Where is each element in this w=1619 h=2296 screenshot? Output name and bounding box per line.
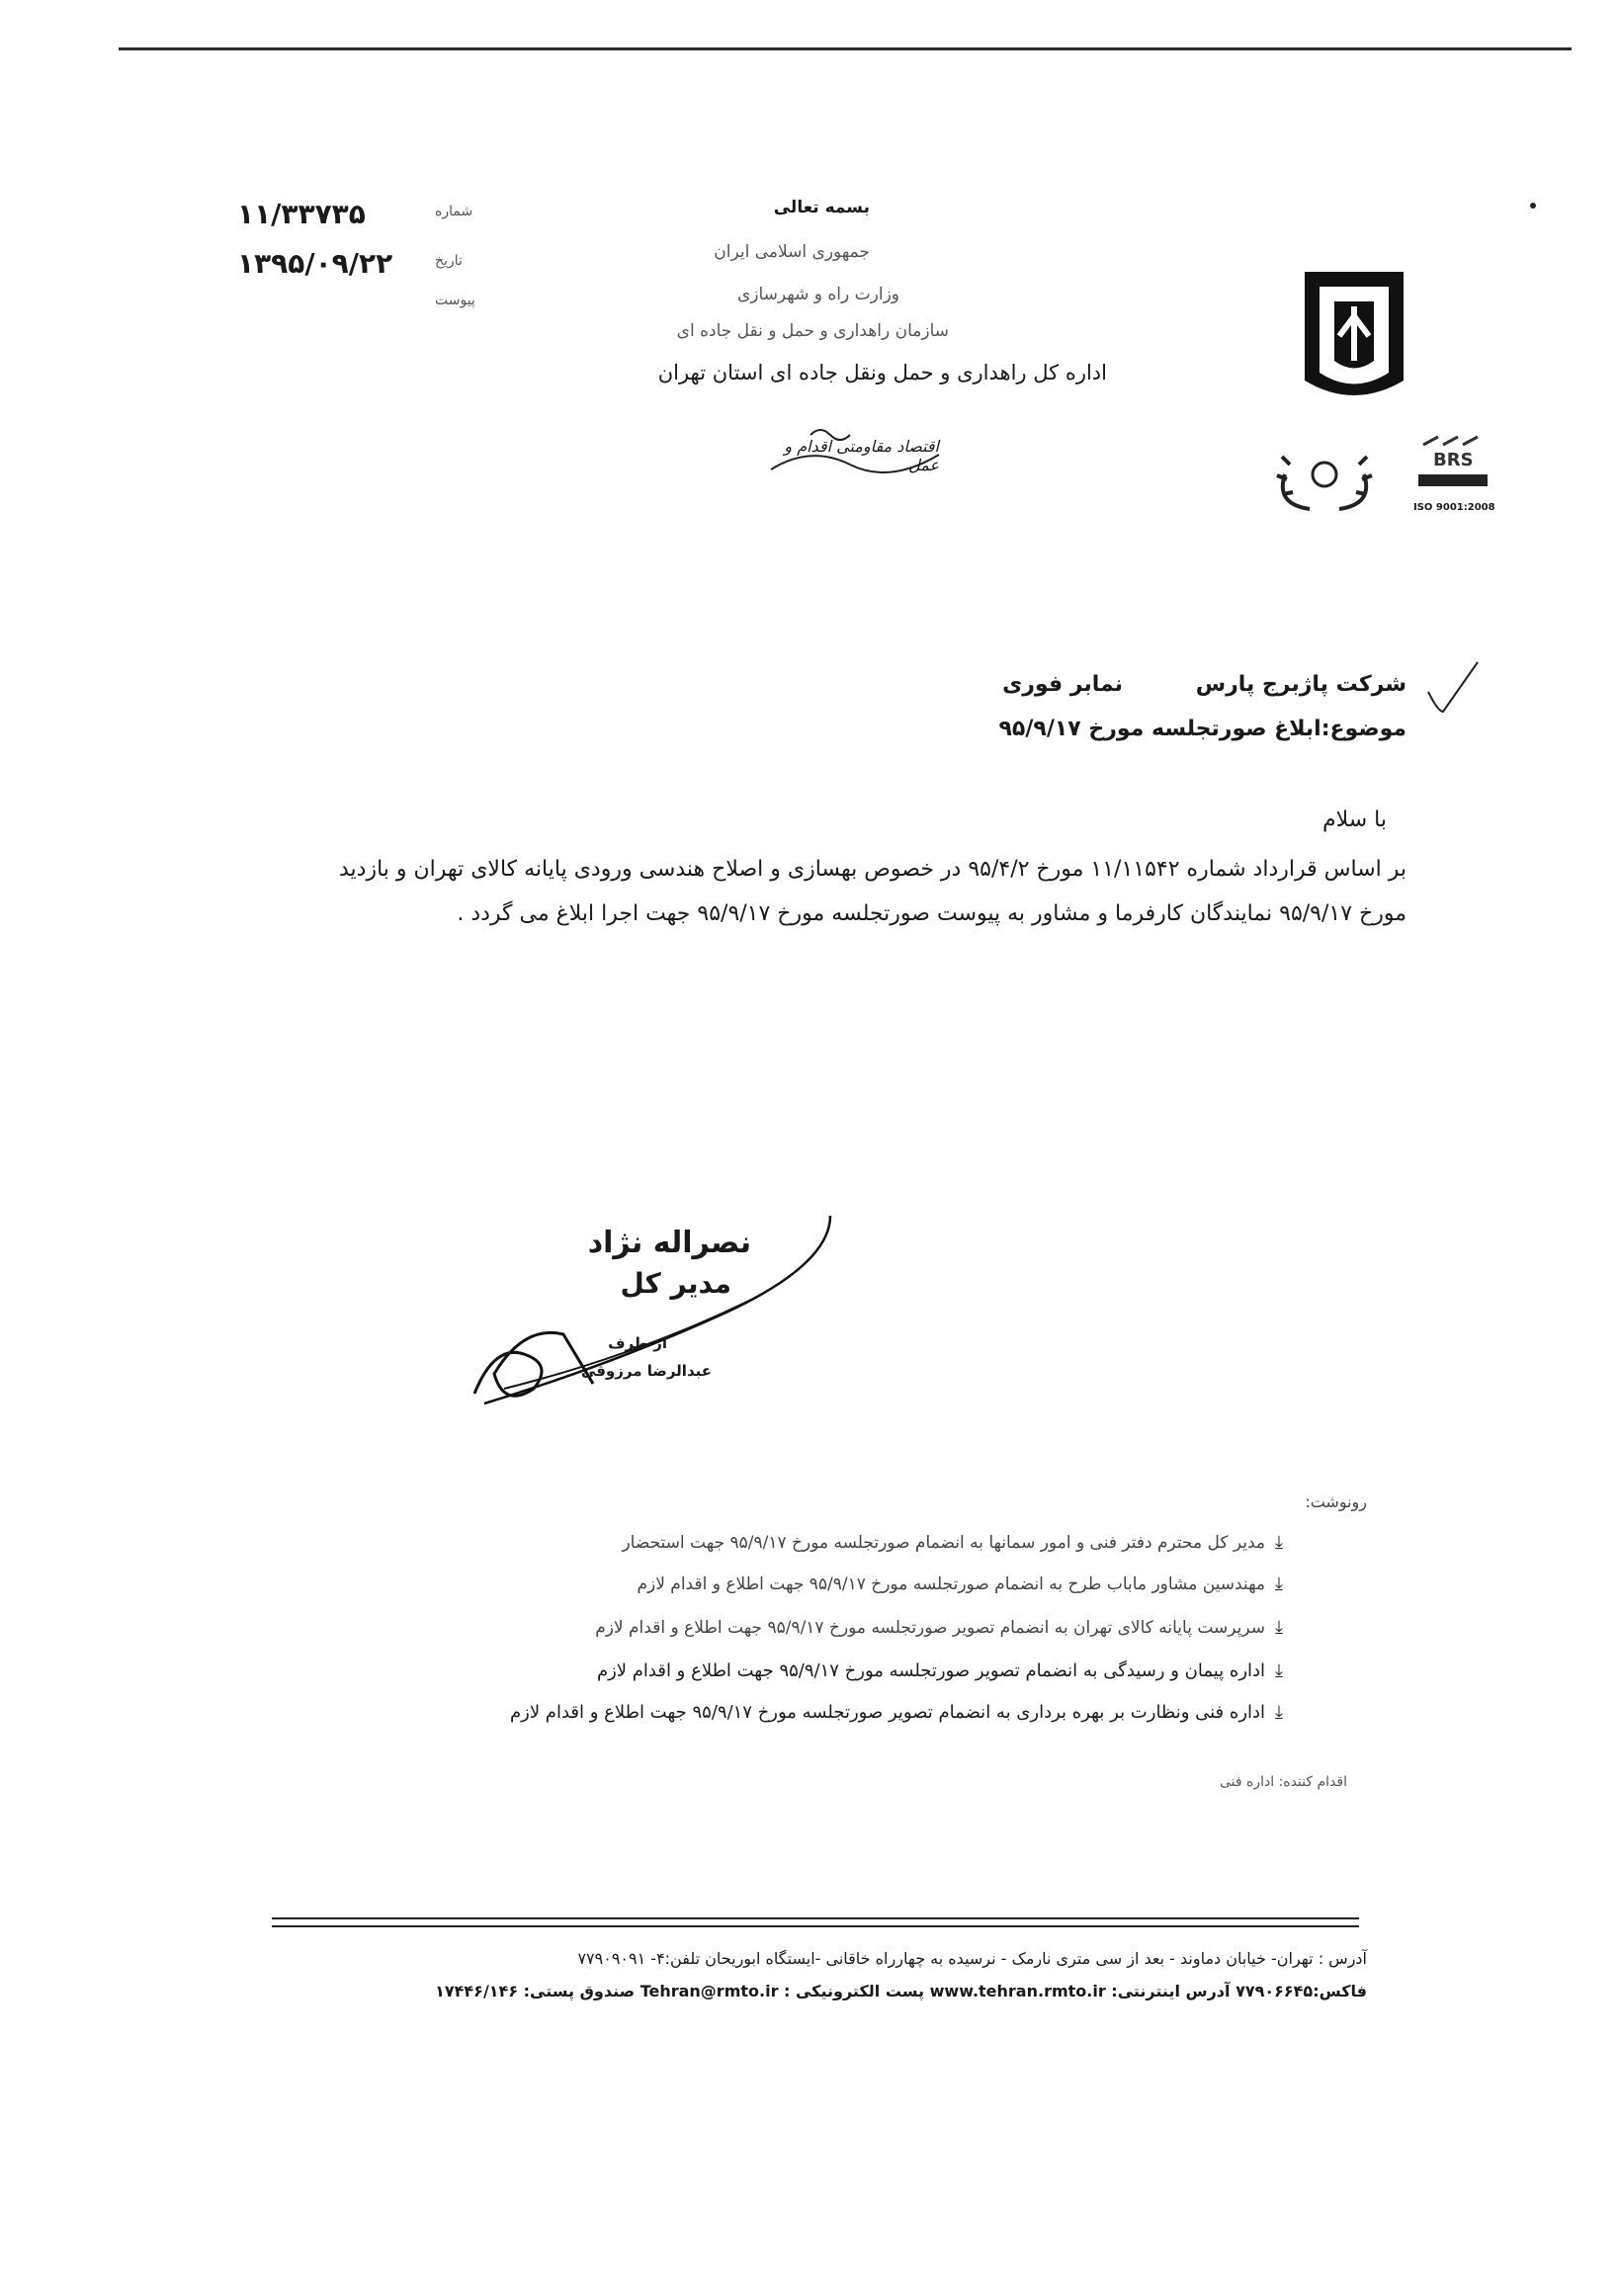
arrow-down-icon: ⤓ bbox=[1275, 1573, 1283, 1594]
cc-item-text: مهندسین مشاور ماباب طرح به انضمام صورتجلسه مورخ ۹۵/۹/۱۷ جهت اطلاع و اقدام لازم bbox=[637, 1574, 1266, 1594]
motto-text: اقتصاد مقاومتی اقدام و عمل bbox=[784, 437, 939, 474]
cc-item-text: اداره فنی ونظارت بر بهره برداری به انضمام تصویر صورتجلسه مورخ ۹۵/۹/۱۷ جهت اطلاع و اقدام لازم bbox=[509, 1702, 1266, 1723]
letter-number-label: شماره bbox=[435, 204, 473, 219]
action-by: اقدام کننده: اداره فنی bbox=[1219, 1774, 1347, 1790]
signatory-name: نصراله نژاد bbox=[587, 1226, 751, 1260]
cc-item bbox=[622, 1532, 1283, 1553]
footer-rule-bottom bbox=[272, 1925, 1359, 1927]
letter-subject: موضوع:ابلاغ صورتجلسه مورخ ۹۵/۹/۱۷ bbox=[998, 717, 1406, 741]
footer-address: آدرس : تهران- خیابان دماوند - بعد از سی متری نارمک - نرسیده به چهارراه خاقانی -ایستگاه ابوریحان تلفن:۴- ۷۷۹۰۹۰۹۱ bbox=[577, 1949, 1367, 1968]
recipient-check-mark bbox=[1423, 657, 1483, 717]
greeting: با سلام bbox=[1321, 808, 1387, 832]
letter-attachment-label: پیوست bbox=[435, 293, 475, 308]
on-behalf-label: از طرف bbox=[608, 1334, 667, 1352]
cc-item-text: اداره پیمان و رسیدگی به انضمام تصویر صورتجلسه مورخ ۹۵/۹/۱۷ جهت اطلاع و اقدام لازم bbox=[596, 1660, 1266, 1681]
scan-dot bbox=[1530, 203, 1536, 209]
letter-meta bbox=[237, 198, 504, 316]
arrow-down-icon: ⤓ bbox=[1275, 1702, 1283, 1723]
cc-item bbox=[510, 1702, 1283, 1723]
laurel-icon bbox=[1265, 435, 1384, 514]
iso-label: ISO 9001:2008 bbox=[1413, 502, 1495, 513]
organization-logo bbox=[1285, 262, 1423, 415]
cc-item-text: مدیر کل محترم دفتر فنی و امور سمانها به انضمام صورتجلسه مورخ ۹۵/۹/۱۷ جهت استحضار bbox=[622, 1533, 1266, 1553]
brs-label: BRS bbox=[1433, 450, 1474, 470]
footer-contact: فاکس:۷۷۹۰۶۶۴۵ آدرس اینترنتی: www.tehran.rmto.ir پست الکترونیکی : Tehran@rmto.ir صندوق پستی: ۱۷۴۴۶/۱۴۶ bbox=[435, 1982, 1367, 2000]
signature-block bbox=[465, 1206, 840, 1413]
letter-date-label: تاریخ bbox=[435, 253, 463, 269]
logo-emblem bbox=[1285, 262, 1423, 415]
cc-label: رونوشت: bbox=[1305, 1492, 1367, 1511]
cc-item-text: سرپرست پایانه کالای تهران به انضمام تصویر صورتجلسه مورخ ۹۵/۹/۱۷ جهت اطلاع و اقدام لازم bbox=[595, 1618, 1266, 1638]
check-mark-icon bbox=[1423, 657, 1483, 717]
cc-item bbox=[637, 1573, 1283, 1594]
recipient-fax-label: نمابر فوری bbox=[1002, 672, 1123, 697]
motto-calligraphy bbox=[751, 415, 949, 484]
header-office: اداره کل راهداری و حمل ونقل جاده ای استان تهران bbox=[657, 361, 1107, 384]
letter-number-value: ۱۱/۳۳۷۳۵ bbox=[237, 198, 366, 230]
arrow-down-icon: ⤓ bbox=[1275, 1532, 1283, 1553]
cc-item bbox=[597, 1660, 1283, 1681]
recipient-company: شرکت پاژبرج پارس bbox=[1195, 672, 1406, 697]
signatory-title: مدیر کل bbox=[620, 1267, 731, 1300]
letter-date-value: ۱۳۹۵/۰۹/۲۲ bbox=[237, 247, 393, 280]
arrow-down-icon: ⤓ bbox=[1275, 1660, 1283, 1681]
header-organization: سازمان راهداری و حمل و نقل جاده ای bbox=[676, 321, 949, 341]
arrow-down-icon: ⤓ bbox=[1275, 1617, 1283, 1638]
scan-edge-line bbox=[119, 47, 1572, 50]
body-line-2: مورخ ۹۵/۹/۱۷ نمایندگان کارفرما و مشاور به پیوست صورتجلسه مورخ ۹۵/۹/۱۷ جهت اجرا ابلاغ می گردد . bbox=[457, 901, 1406, 926]
body-line-1: بر اساس قرارداد شماره ۱۱/۱۱۵۴۲ مورخ ۹۵/۴/۲ در خصوص بهسازی و اصلاح هندسی ورودی پایانه کالای تهران و بازدید bbox=[339, 857, 1406, 882]
cc-item bbox=[595, 1617, 1283, 1638]
header-country: جمهوری اسلامی ایران bbox=[714, 242, 870, 262]
header-ministry: وزارت راه و شهرسازی bbox=[736, 285, 899, 304]
iso-certification bbox=[1404, 435, 1512, 524]
invocation: بسمه تعالی bbox=[773, 198, 870, 217]
laurel-emblem bbox=[1265, 435, 1384, 514]
footer-rule-top bbox=[272, 1917, 1359, 1919]
signer-name: عبدالرضا مرزوقی bbox=[580, 1362, 712, 1380]
